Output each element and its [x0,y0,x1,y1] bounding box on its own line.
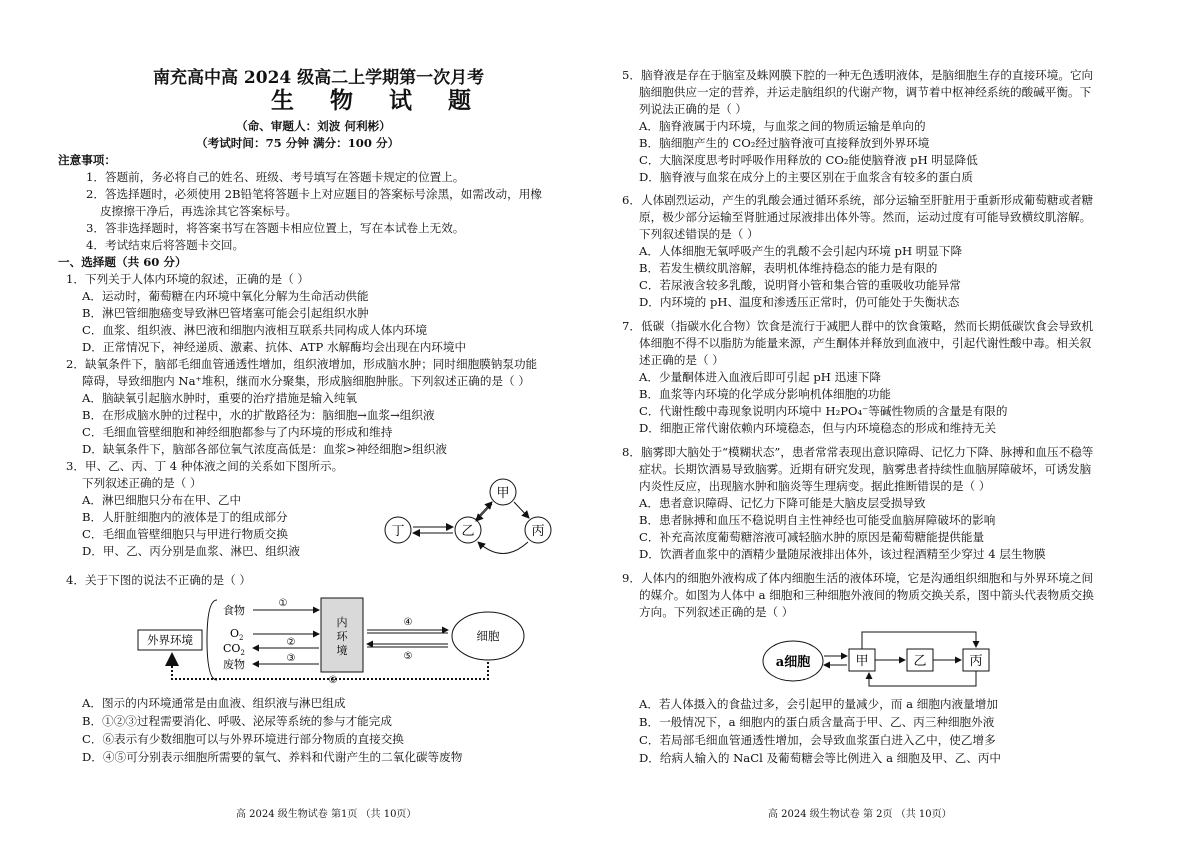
co2-label: $CO_2$ [223,642,245,657]
q6-option: B．若发生横纹肌溶解，表明机体维持稳态的能力是有限的 [639,261,938,275]
note-item: 4．考试结束后将答题卡交回。 [86,238,245,252]
q1-option: D．正常情况下，神经递质、激素、抗体、ATP 水解酶均会出现在内环境中 [82,340,467,354]
q4-option: D．④⑤可分别表示细胞所需要的氧气、养料和代谢产生的二氧化碳等废物 [82,750,463,764]
q3-diagram [378,470,588,570]
q5-stem: 5．脑脊液是存在于脑室及蛛网膜下腔的一种无色透明液体，是脑细胞生存的直接环境。它向 [622,68,1094,82]
note-item: 皮擦擦干净后，再选涂其它答案标号。 [100,204,298,218]
inner-label-3: 境 [336,644,348,657]
q5-option: B．脑细胞产生的 CO₂经过脑脊液可直接释放到外界环境 [639,136,930,150]
arrow [514,502,529,518]
q9-diagram [757,624,1027,690]
q9-option: B．一般情况下，a 细胞内的蛋白质含量高于甲、乙、丙三种细胞外液 [639,715,995,729]
n6: ⑥ [328,675,338,686]
q7-option: A．少量酮体进入血液后即可引起 pH 迅速下降 [639,370,881,384]
label-jia: 甲 [855,654,869,669]
q8-option: A．患者意识障碍、记忆力下降可能是大脑皮层受损导致 [639,496,926,510]
q7-stem: 7．低碳（指碳水化合物）饮食是流行于减肥人群中的饮食策略，然而长期低碳饮食会导致机 [622,319,1094,333]
q8-option: B．患者脉搏和血压不稳说明自主性神经也可能受血脑屏障破坏的影响 [639,513,996,527]
note-item: 2．答选择题时，必须使用 2B铅笔将答题卡上对应题目的答案标号涂黑，如需改动，用橡 [86,187,542,201]
q4-option: B．①②③过程需要消化、呼吸、泌尿等系统的参与才能完成 [82,714,392,728]
n5: ⑤ [403,651,413,662]
q6-stem: 下列叙述错误的是（ ） [639,227,759,241]
q4-stem: 4．关于下图的说法不正确的是（ ） [66,573,251,587]
outside-label: 外界环境 [147,633,193,647]
q9-option: A．若人体摄入的食盐过多，会引起甲的量减少，而 a 细胞内液量增加 [639,697,998,711]
q1-stem: 1．下列关于人体内环境的叙述，正确的是（ ） [66,272,309,286]
inner-label-2: 环 [336,630,348,643]
q9-stem: 方向。下列叙述正确的是（ ） [639,605,794,619]
q2-option: A．脑缺氧引起脑水肿时，重要的治疗措施是输入纯氧 [82,391,358,405]
q2-option: D．缺氧条件下，脑部各部位氧气浓度高低是：血浆>神经细胞>组织液 [82,442,447,456]
q6-option: A．人体细胞无氧呼吸产生的乳酸不会引起内环境 pH 明显下降 [639,244,963,258]
q3-option: D．甲、乙、丙分别是血浆、淋巴、组织液 [82,544,300,558]
n2: ② [286,637,296,648]
q7-option: B．血浆等内环境的化学成分影响机体细胞的功能 [639,387,891,401]
brace [207,600,217,680]
q7-stem: 述正确的是（ ） [639,353,724,367]
waste-label: 废物 [223,658,245,671]
arrow [869,671,976,686]
q3-option: B．人肝脏细胞内的液体是丁的组成部分 [82,510,288,524]
q1-option: B．淋巴管细胞癌变导致淋巴管堵塞可能会引起组织水肿 [82,306,369,320]
cell-label: 细胞 [476,629,500,643]
exam-info: （考试时间：75 分钟 满分：100 分） [196,136,400,150]
label-jia: 甲 [496,486,510,501]
food-label: 食物 [223,604,245,617]
notes-heading: 注意事项： [58,153,116,167]
label-yi: 乙 [913,654,927,669]
q6-option: D．内环境的 pH、温度和渗透压正常时，仍可能处于失衡状态 [639,295,960,309]
q1-option: C．血浆、组织液、淋巴液和细胞内液相互联系共同构成人体内环境 [82,323,428,337]
note-item: 1．答题前，务必将自己的姓名、班级、考号填写在答题卡规定的位置上。 [86,170,465,184]
q9-option: C．若局部毛细血管通透性增加，会导致血浆蛋白进入乙中，使乙增多 [639,733,996,747]
q4-diagram [133,592,573,687]
q9-stem: 9．人体内的细胞外液构成了体内细胞生活的液体环境，它是沟通组织细胞和与外界环境之间 [622,571,1094,585]
q5-option: D．脑脊液与血浆在成分上的主要区别在于血浆含有较多的蛋白质 [639,170,973,184]
q6-stem: 6．人体剧烈运动，产生的乳酸会通过循环系统，部分运输至肝脏用于重新形成葡萄糖或者糖 [622,193,1094,207]
q7-option: C．代谢性酸中毒现象说明内环境中 H₂PO₄⁻等碱性物质的含量是有限的 [639,404,1008,418]
inner-label-1: 内 [336,616,348,629]
arrow [476,502,492,519]
q8-option: C．补充高浓度葡萄糖溶液可减轻脑水肿的原因是葡萄糖能提供能量 [639,530,985,544]
q8-stem: 内炎性反应，出现脑水肿和脑炎等生理病变。据此推断错误的是（ ） [639,479,991,493]
subject-title: 生 物 试 题 [271,87,486,114]
q4-option: A．图示的内环境通常是由血液、组织液与淋巴组成 [82,696,346,710]
n3: ③ [286,653,296,664]
q3-stem: 3．甲、乙、丙、丁 4 种体液之间的关系如下图所示。 [66,459,344,473]
q5-option: A．脑脊液属于内环境，与血浆之间的物质运输是单向的 [639,119,926,133]
n4: ④ [403,617,413,628]
q5-stem: 列说法正确的是（ ） [639,102,748,116]
q2-option: C．毛细血管壁细胞和神经细胞都参与了内环境的形成和维持 [82,425,393,439]
q8-stem: 8．脑雾即大脑处于“模糊状态”，患者常常表现出意识障碍、记忆力下降、脉搏和血压不稳等 [622,445,1094,459]
label-ding: 丁 [391,524,405,539]
q7-option: D．细胞正常代谢依赖内环境稳态，但与内环境稳态的形成和维持无关 [639,421,997,435]
arrow [476,504,492,521]
label-bing: 丙 [531,524,545,539]
label-yi: 乙 [461,524,475,539]
arrow [478,542,528,554]
section-heading: 一、选择题（共 60 分） [58,255,187,269]
o2-label: $O_2$ [230,627,244,642]
q6-option: C．若尿液含较多乳酸，说明肾小管和集合管的重吸收功能异常 [639,278,961,292]
footer-left: 高 2024 级生物试卷 第1页 （共 10页） [236,809,417,820]
q2-option: B．在形成脑水肿的过程中，水的扩散路径为：脑细胞→血浆→组织液 [82,408,435,422]
footer-right: 高 2024 级生物试卷 第 2页 （共 10页） [768,809,952,820]
q7-stem: 体细胞不得不以脂肪为能量来源，产生酮体并释放到血液中，引起代谢性酸中毒。相关叙 [639,336,1092,350]
authors: （命、审题人：刘波 何利彬） [236,119,391,133]
q6-stem: 原，极少部分运输至肾脏通过尿液排出体外等。然而，运动过度有可能导致横纹肌溶解。 [639,210,1092,224]
q9-option: D．给病人输入的 NaCl 及葡萄糖会等比例进入 a 细胞及甲、乙、丙中 [639,751,1002,765]
q8-stem: 症状。长期饮酒易导致脑雾。近期有研究发现，脑雾患者持续性血脑屏障破坏，可诱发脑 [639,462,1092,476]
q5-stem: 脑细胞供应一定的营养，并运走脑组织的代谢产物，调节着中枢神经系统的酸碱平衡。下 [639,85,1092,99]
q3-option: A．淋巴细胞只分布在甲、乙中 [82,493,242,507]
q2-stem: 2．缺氧条件下，脑部毛细血管通透性增加，组织液增加，形成脑水肿；同时细胞膜钠泵功能 [66,357,538,371]
q3-option: C．毛细血管壁细胞只与甲进行物质交换 [82,527,288,541]
note-item: 3．答非选择题时，将答案书写在答题卡相应位置上，写在本试卷上无效。 [86,221,465,235]
label-bing: 丙 [969,654,983,669]
exam-title: 南充高中高 2024 级高二上学期第一次月考 [153,68,485,88]
a-cell-label: a细胞 [775,655,811,670]
n1: ① [278,598,288,609]
arrow [862,632,976,649]
q1-option: A．运动时，葡萄糖在内环境中氧化分解为生命活动供能 [82,289,369,303]
q9-stem: 的媒介。如图为人体中 a 细胞和三种细胞外液间的物质交换关系，图中箭头代表物质交换 [639,588,1094,602]
q5-option: C．大脑深度思考时呼吸作用释放的 CO₂能使脑脊液 pH 明显降低 [639,153,978,167]
q2-stem: 障碍，导致细胞内 Na⁺堆积，继而水分聚集，形成脑细胞肿胀。下列叙述正确的是（ ） [82,374,530,388]
q8-option: D．饮酒者血浆中的酒精少量随尿液排出体外，该过程酒精至少穿过 4 层生物膜 [639,547,1046,561]
q4-option: C．⑥表示有少数细胞可以与外界环境进行部分物质的直接交换 [82,732,404,746]
q3-stem: 下列叙述正确的是（ ） [82,476,202,490]
